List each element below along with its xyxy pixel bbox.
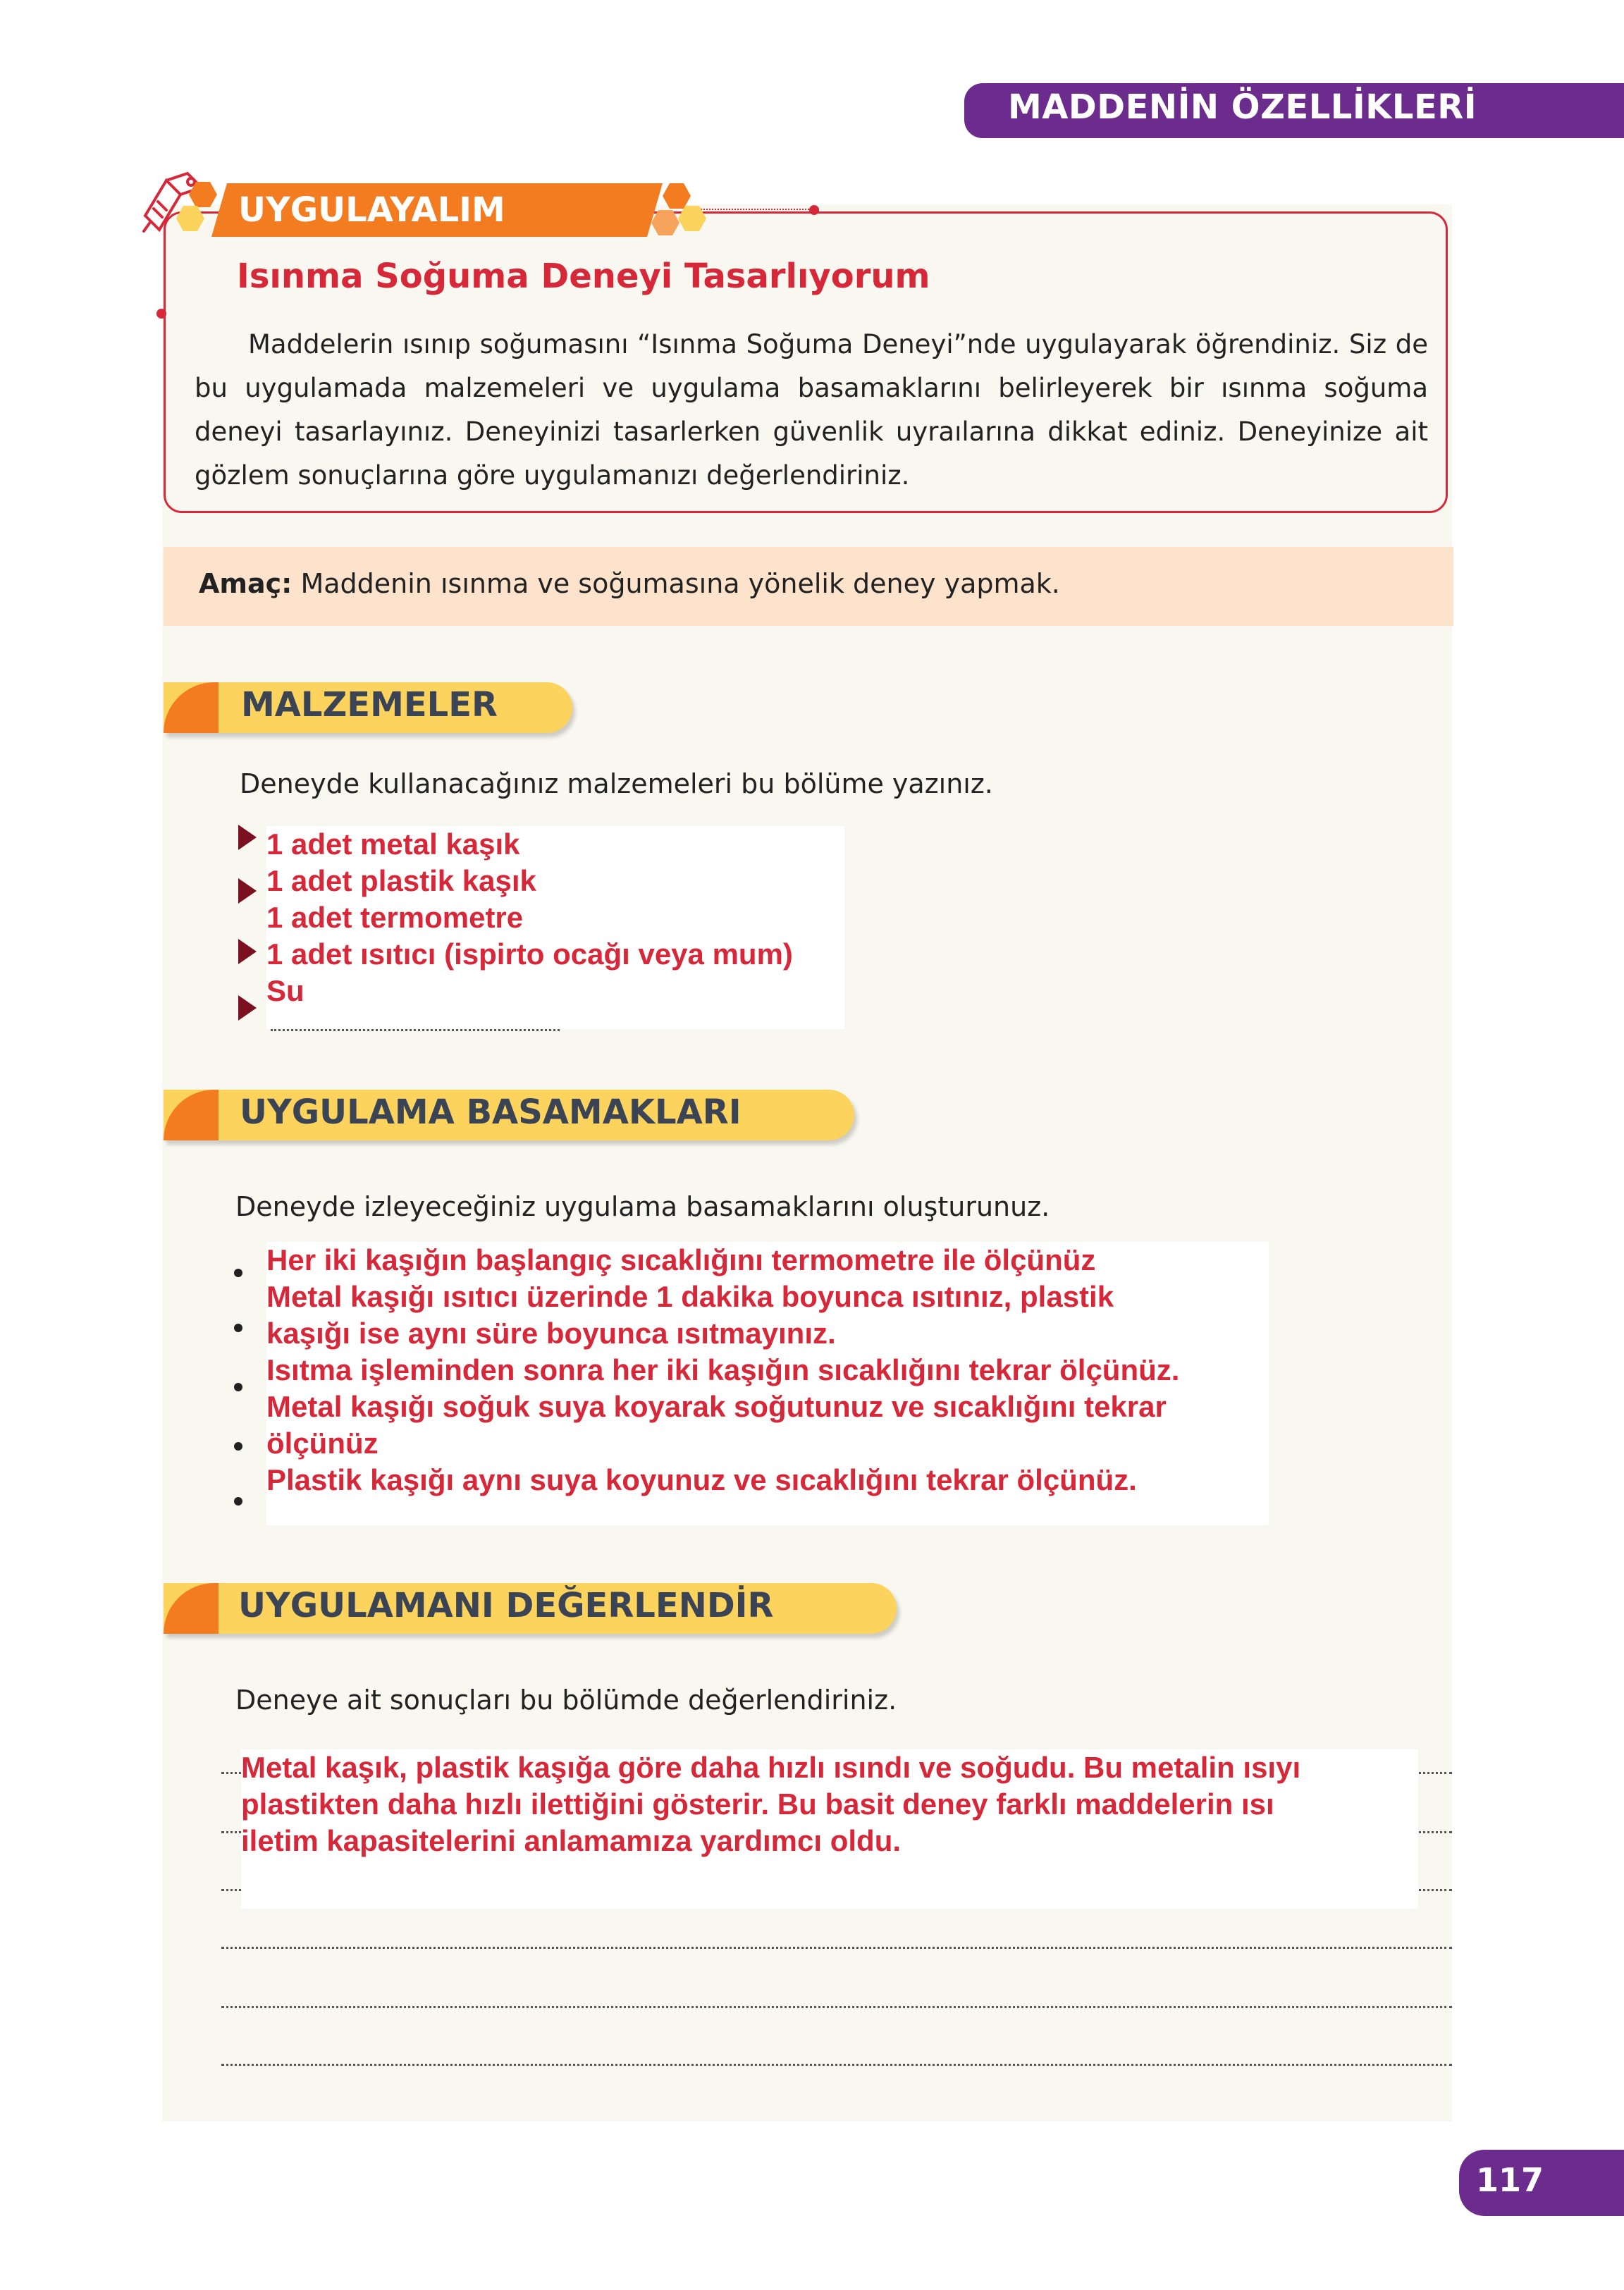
activity-banner-label: UYGULAYALIM — [238, 190, 505, 230]
bullet-icon — [234, 1442, 242, 1451]
steps-line: Metal kaşığı soğuk suya koyarak soğutunuz ve sıcaklığını tekrar — [266, 1390, 1167, 1423]
evaluation-answer — [241, 1749, 1418, 1909]
bullet-icon — [234, 1497, 242, 1506]
aim-label: Amaç: — [199, 568, 293, 599]
bullet-icon — [234, 1269, 242, 1277]
arrow-bullet-icon — [238, 878, 257, 904]
decor-dot — [809, 205, 819, 215]
materials-item: 1 adet termometre — [266, 901, 524, 934]
materials-item: 1 adet plastik kaşık — [266, 864, 536, 897]
arrow-bullet-icon — [238, 939, 257, 964]
steps-line: Her iki kaşığın başlangıç sıcaklığını termometre ile ölçünüz — [266, 1243, 1096, 1276]
bullet-icon — [234, 1383, 242, 1391]
answer-line — [221, 2006, 1452, 2008]
steps-line: kaşığı ise aynı süre boyunca ısıtmayınız. — [266, 1317, 836, 1350]
steps-line: Plastik kaşığı aynı suya koyunuz ve sıcaklığını tekrar ölçünüz. — [266, 1463, 1137, 1496]
evaluation-line: iletim kapasitelerini anlamamıza yardımcı oldu. — [241, 1824, 902, 1857]
materials-item: 1 adet ısıtıcı (ispirto ocağı veya mum) — [266, 937, 793, 971]
decor-line — [687, 209, 814, 210]
steps-line: ölçünüz — [266, 1427, 379, 1460]
materials-instruction: Deneyde kullanacağınız malzemeleri bu bölüme yazınız. — [240, 768, 993, 799]
bullet-icon — [234, 1324, 242, 1332]
aim-text: Maddenin ısınma ve soğumasına yönelik deney yapmak. — [300, 568, 1060, 599]
evaluation-line: plastikten daha hızlı ilettiğini gösterir. Bu basit deney farklı maddelerin ısı — [241, 1787, 1274, 1821]
aim-line — [199, 568, 1060, 599]
steps-line: Isıtma işleminden sonra her iki kaşığın sıcaklığını tekrar ölçünüz. — [266, 1353, 1180, 1386]
arrow-bullet-icon — [238, 825, 257, 850]
decor-dot — [156, 309, 166, 319]
answer-line — [221, 1947, 1452, 1949]
evaluation-heading: UYGULAMANI DEĞERLENDİR — [238, 1586, 774, 1625]
arrow-bullet-icon — [238, 995, 257, 1021]
steps-heading: UYGULAMA BASAMAKLARI — [240, 1092, 742, 1132]
materials-answer — [266, 826, 844, 1029]
steps-answer — [266, 1242, 1269, 1525]
steps-line: Metal kaşığı ısıtıcı üzerinde 1 dakika boyunca ısıtınız, plastik — [266, 1280, 1114, 1313]
answer-line — [271, 1029, 560, 1031]
materials-item: 1 adet metal kaşık — [266, 827, 520, 861]
materials-item: Su — [266, 974, 304, 1007]
materials-heading: MALZEMELER — [241, 685, 498, 725]
activity-description-text: Maddelerin ısınıp soğumasını “Isınma Soğuma Deneyi”nde uygulayarak öğrendiniz. Siz de bu uygulamada malzemeleri ve uygulama basamaklarını belirleyerek bir ısınma soğuma deneyi tasarlayınız. Deneyinizi tasarlerken güvenlik uyraılarına dikkat ediniz. Deneyinize ait gözlem sonuçlarına göre uygulamanızı değerlendiriniz. — [195, 329, 1428, 491]
page-number: 117 — [1476, 2161, 1544, 2199]
answer-line — [221, 2064, 1452, 2066]
activity-title: Isınma Soğuma Deneyi Tasarlıyorum — [237, 257, 930, 296]
evaluation-instruction: Deneye ait sonuçları bu bölümde değerlendiriniz. — [235, 1685, 897, 1716]
activity-description — [195, 323, 1428, 498]
chapter-title: MADDENİN ÖZELLİKLERİ — [1008, 87, 1477, 127]
steps-instruction: Deneyde izleyeceğiniz uygulama basamaklarını oluşturunuz. — [235, 1191, 1050, 1222]
evaluation-line: Metal kaşık, plastik kaşığa göre daha hızlı ısındı ve soğudu. Bu metalin ısıyı — [241, 1751, 1301, 1784]
